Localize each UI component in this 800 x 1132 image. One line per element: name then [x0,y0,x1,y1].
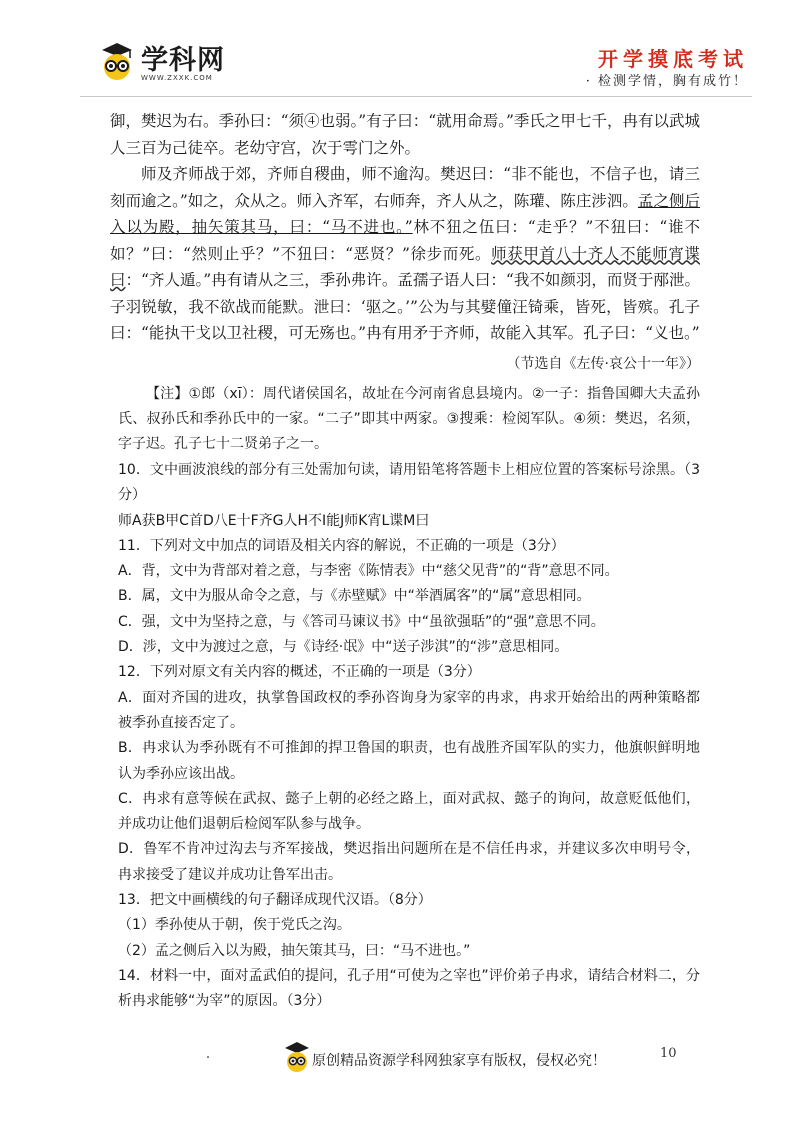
page-header [0,0,800,105]
passage-text: 林不狃之伍曰：“走乎？”不狃曰：“谁不如？”曰：“然则止乎？”不狃曰：“恶贤？”徐步而死。 [110,218,700,263]
header-divider [80,96,752,97]
question-13-part-1: （1）季孙使从于朝，俟于党氏之沟。 [118,917,351,934]
passage-paragraph-2 [110,161,700,347]
question-12-option-c: C．冉求有意等候在武叔、懿子上朝的必经之路上，面对武叔、懿子的询问，故意贬低他们，并成功让他们退朝后检阅军队参与战争。 [118,790,700,833]
classical-passage [110,108,700,377]
page-number: 10 [660,1046,677,1061]
passage-paragraph-1: 御，樊迟为右。季孙曰：“须④也弱。”有子曰：“就用命焉。”季氏之甲七千，冉有以武城人三百为己徒卒。老幼守宫，次于雩门之外。 [110,112,700,157]
owl-footer-icon [282,1040,312,1074]
question-10: 10．文中画波浪线的部分有三处需加句读，请用铅笔将答题卡上相应位置的答案标号涂黑。（3分） [118,462,700,504]
question-11-option-c: C．强，文中为坚持之意，与《答司马谏议书》中“虽欲强聒”的“强”意思不同。 [118,613,605,630]
question-12-option-d: D．鲁军不肯冲过沟去与齐军接战，樊迟指出问题所在是不信任冉求，并建议多次申明号令，冉求接受了建议并成功让鲁军出击。 [118,841,700,883]
question-12: 12．下列对原文有关内容的概述，不正确的一项是（3分） [118,664,481,681]
passage-source: （节选自《左传·哀公十一年》） [506,355,700,372]
passage-text: ：“齐人遁。”冉有请从之三，季孙弗许。孟孺子语人曰：“我不如颜羽，而贤于邴泄。子羽锐敏，我不欲战而能默。泄曰：‘驱之。’”公为与其嬖僮汪锜乘，皆死，皆殡。孔子曰：“能执干戈以卫社稷，可无殇也。”冉有用矛于齐师，故能入其军。孔子曰：“义也。” [110,271,700,342]
underlined-sentence: 孟之侧后入以为殿，抽矢策其马，曰：“马不进也。” [110,191,700,236]
annotation-notes: 【注】①郎（xī）：周代诸侯国名，故址在今河南省息县境内。②一子：指鲁国卿大夫孟孙氏、叔孙氏和季孙氏中的一家。“二子”即其中两家。③搜乘：检阅军队。④须：樊迟，名须，字子迟。孔子七十二贤弟子之一。 [118,386,700,452]
question-10-options: 师A获B甲C首D八E十F齐G人H不I能J师K宵L谍M曰 [118,512,430,529]
exam-slogan: · 检测学情，胸有成竹！ [585,74,748,89]
question-11-option-a: A．背，文中为背部对着之意，与李密《陈情表》中“慈父见背”的“背”意思不同。 [118,563,619,580]
question-14: 14．材料一中，面对孟武伯的提问，孔子用“可使为之宰也”评价弟子冉求，请结合材料二，分析冉求能够“为宰”的原因。（3分） [118,967,700,1010]
annotations [118,382,700,457]
passage-text: 师及齐师战于郊，齐师自稷曲，师不逾沟。樊迟曰：“非不能也，不信子也，请三刻而逾之。”如之，众从之。师入齐军，右师奔，齐人从之，陈瓘、陈庄涉泗。 [110,165,700,210]
question-11-option-b: B．属，文中为服从命令之意，与《赤壁赋》中“举酒属客”的“属”意思相同。 [118,588,591,605]
owl-logo-icon [96,40,138,80]
logo-name: 学科网 [141,45,225,76]
question-12-option-b: B．冉求认为季孙既有不可推卸的捍卫鲁国的职责，也有战胜齐国军队的实力，他旗帜鲜明地认为季孙应该出战。 [118,740,700,782]
question-13-part-2: （2）孟之侧后入以为殿，抽矢策其马，曰：“马不进也。” [118,942,471,959]
question-12-option-a: A．面对齐国的进攻，执掌鲁国政权的季孙咨询身为家宰的冉求，冉求开始给出的两种策略都被季孙直接否定了。 [118,689,700,731]
question-13: 13．把文中画横线的句子翻译成现代汉语。（8分） [118,892,432,909]
logo-url: WWW.ZXXK.COM [141,74,213,82]
question-section [118,458,700,1015]
question-11: 11．下列对文中加点的词语及相关内容的解说，不正确的一项是（3分） [118,537,565,554]
stray-dot [207,1056,209,1058]
question-11-option-d: D．涉，文中为渡过之意，与《诗经·氓》中“送子涉淇”的“涉”意思相同。 [118,639,569,656]
copyright-notice: 原创精品资源学科网独家享有版权，侵权必究！ [312,1053,606,1069]
exam-title: 开学摸底考试 [598,47,748,71]
wavy-underlined-sentence: 师获甲首八十齐人不能师宵谍曰 [110,244,700,289]
